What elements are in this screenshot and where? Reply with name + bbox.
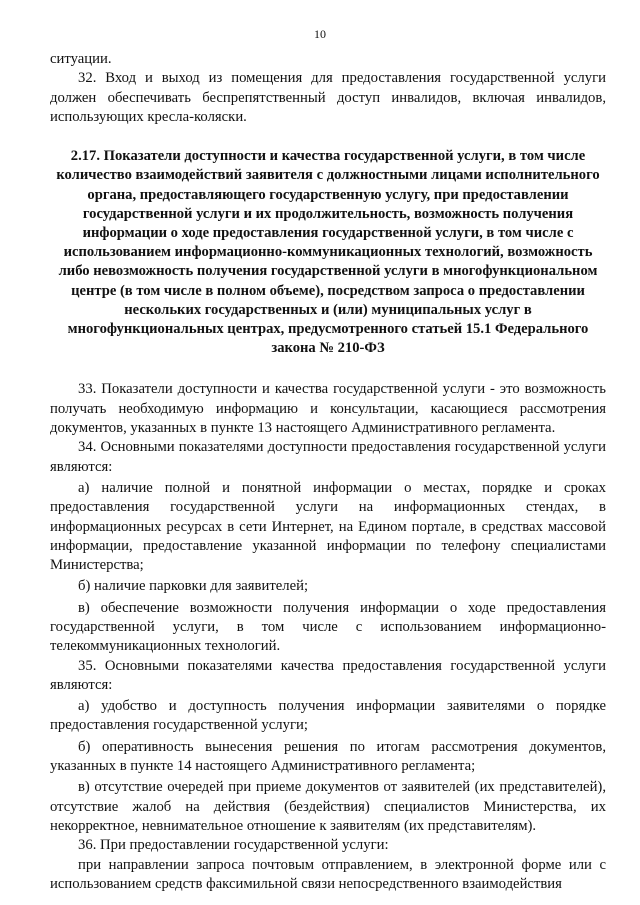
paragraph-36-text: при направлении запроса почтовым отправлением, в электронной форме или с использованием средств факсимильной связи непосредственного взаимодействия <box>50 856 606 892</box>
paragraph-36: 36. При предоставлении государственной услуги: <box>78 837 389 854</box>
paragraph-33: 33. Показатели доступности и качества государственной услуги - это возможность получать необходимую информацию и консультации, касающиеся рассмотрения документов, указанных в пункте 13 настоящего Административного регламента. <box>50 381 606 437</box>
document-body <box>50 50 606 894</box>
paragraph-continuation: ситуации. <box>50 51 112 67</box>
paragraph-32: 32. Вход и выход из помещения для предоставления государственной услуги должен обеспечивать беспрепятственный доступ инвалидов, включая инвалидов, использующих кресла-коляски. <box>50 70 606 125</box>
paragraph-34-a: а) наличие полной и понятной информации о местах, порядке и сроках предоставления государственной услуги на информационных стендах, в информационных ресурсах в сети Интернет, на Едином портале, в средствах массовой информации, предоставление указанной информации по телефону специалистами Министерства; <box>50 479 606 574</box>
paragraph-34-b: б) наличие парковки для заявителей; <box>78 578 309 595</box>
paragraph-35-b: б) оперативность вынесения решения по итогам рассмотрения документов, указанных в пункте 14 настоящего Административного регламента; <box>50 738 606 775</box>
paragraph-35: 35. Основными показателями качества предоставления государственной услуги являются: <box>50 657 606 693</box>
paragraph-35-a: а) удобство и доступность получения информации заявителями о порядке предоставления государственной услуги; <box>50 698 606 734</box>
paragraph-35-c: в) отсутствие очередей при приеме документов от заявителей (их представителей), отсутствие жалоб на действия (бездействия) специалистов Министерства, их некорректное, невнимательное отношение к заявителям (их представителям). <box>50 779 606 834</box>
paragraph-34: 34. Основными показателями доступности предоставления государственной услуги являются: <box>50 439 606 475</box>
paragraph-34-c: в) обеспечение возможности получения информации о ходе предоставления государственной услуги, в том числе с использованием информационно-телекоммуникационных технологий. <box>50 599 606 655</box>
page-number: 10 <box>314 27 326 41</box>
section-heading: 2.17. Показатели доступности и качества государственной услуги, в том числе количество взаимодействий заявителя с должностными лицами исполнительного органа, предоставляющего государственную услугу, при предоставлении государственной услуги и их продолжительность, возможность получения информации о ходе предоставления государственной услуги, в том числе с использованием информационно-коммуникационных технологий, возможность либо невозможность получения государственной услуги в многофункциональном центре (в том числе в полном объеме), посредством запроса о предоставлении нескольких государственных и (или) муниципальных услуг в многофункциональных центрах, предусмотренного статьей 15.1 Федерального закона № 210-ФЗ <box>56 148 600 357</box>
